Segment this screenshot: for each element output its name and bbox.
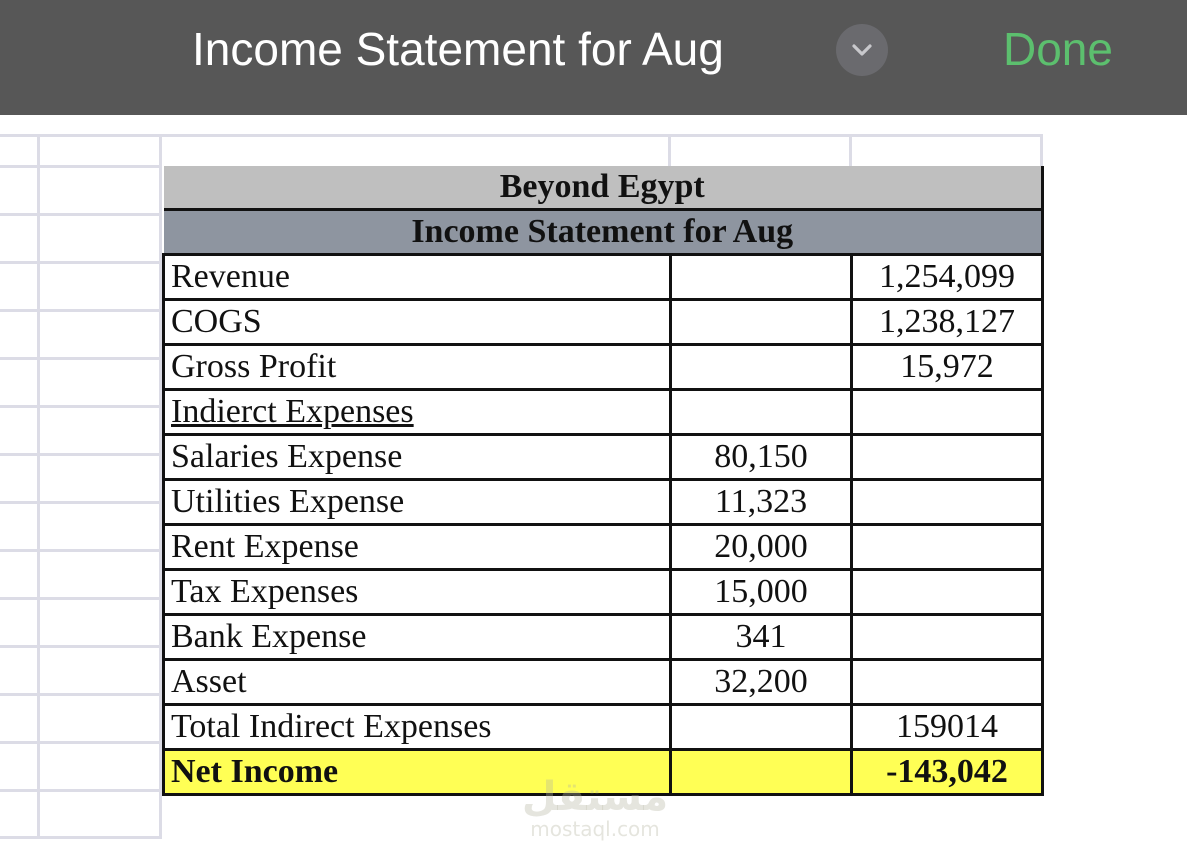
detail-amount-cell[interactable]: 15,000: [671, 570, 852, 615]
section-heading: Indierct Expenses: [171, 393, 414, 430]
detail-amount-cell[interactable]: 80,150: [671, 435, 852, 480]
detail-amount-cell[interactable]: 20,000: [671, 525, 852, 570]
sheet-dropdown-button[interactable]: [836, 24, 888, 76]
total-amount-cell[interactable]: 15,972: [852, 345, 1043, 390]
table-row-revenue: [164, 255, 1043, 300]
grid-line: [0, 501, 162, 504]
row-label[interactable]: Utilities Expense: [164, 480, 671, 525]
income-statement-table: [162, 166, 1044, 796]
total-amount-cell[interactable]: 1,254,099: [852, 255, 1043, 300]
total-amount-cell[interactable]: [852, 390, 1043, 435]
table-row-gross-profit: [164, 345, 1043, 390]
subtitle-header-row: [164, 210, 1043, 255]
detail-amount-cell[interactable]: [671, 345, 852, 390]
net-income-value[interactable]: -143,042: [852, 750, 1043, 795]
row-label[interactable]: Bank Expense: [164, 615, 671, 660]
grid-line: [37, 135, 40, 837]
total-amount-cell[interactable]: [852, 615, 1043, 660]
total-amount-cell[interactable]: 1,238,127: [852, 300, 1043, 345]
table-row-salaries: [164, 435, 1043, 480]
detail-amount-cell[interactable]: [671, 705, 852, 750]
row-label[interactable]: Salaries Expense: [164, 435, 671, 480]
table-row-asset: [164, 660, 1043, 705]
table-row-total-indirect: [164, 705, 1043, 750]
grid-line: [0, 165, 162, 168]
table-row-tax: [164, 570, 1043, 615]
detail-amount-cell[interactable]: 341: [671, 615, 852, 660]
grid-line: [0, 261, 162, 264]
grid-line: [0, 213, 162, 216]
table-row-utilities: [164, 480, 1043, 525]
row-label[interactable]: Total Indirect Expenses: [164, 705, 671, 750]
total-amount-cell[interactable]: [852, 480, 1043, 525]
row-label[interactable]: Gross Profit: [164, 345, 671, 390]
row-label[interactable]: Revenue: [164, 255, 671, 300]
grid-line: [0, 134, 1043, 137]
company-name-cell[interactable]: Beyond Egypt: [164, 166, 1043, 210]
table-row-rent: [164, 525, 1043, 570]
grid-line: [0, 645, 162, 648]
table-row-net-income: [164, 750, 1043, 795]
top-bar: [0, 0, 1187, 115]
grid-line: [0, 741, 162, 744]
grid-line: [0, 309, 162, 312]
grid-line: [0, 549, 162, 552]
total-amount-cell[interactable]: [852, 660, 1043, 705]
detail-amount-cell[interactable]: 11,323: [671, 480, 852, 525]
done-button[interactable]: Done: [1003, 23, 1113, 75]
sheet-title[interactable]: Income Statement for Aug: [192, 23, 724, 75]
grid-line: [0, 405, 162, 408]
detail-amount-cell[interactable]: 32,200: [671, 660, 852, 705]
grid-line: [1040, 135, 1043, 167]
total-amount-cell[interactable]: 159014: [852, 705, 1043, 750]
table-row-bank: [164, 615, 1043, 660]
grid-line: [668, 135, 671, 167]
detail-amount-cell[interactable]: [671, 390, 852, 435]
row-label[interactable]: [164, 390, 671, 435]
chevron-down-icon: [851, 43, 873, 57]
table-row-indirect-expenses-heading: [164, 390, 1043, 435]
grid-line: [849, 135, 852, 167]
detail-amount-cell[interactable]: [671, 750, 852, 795]
total-amount-cell[interactable]: [852, 570, 1043, 615]
row-label[interactable]: Rent Expense: [164, 525, 671, 570]
statement-title-cell[interactable]: Income Statement for Aug: [164, 210, 1043, 255]
table-row-cogs: [164, 300, 1043, 345]
grid-line: [0, 789, 162, 792]
row-label[interactable]: Tax Expenses: [164, 570, 671, 615]
row-label[interactable]: Net Income: [164, 750, 671, 795]
total-amount-cell[interactable]: [852, 435, 1043, 480]
row-label[interactable]: COGS: [164, 300, 671, 345]
total-amount-cell[interactable]: [852, 525, 1043, 570]
grid-line: [0, 836, 162, 839]
detail-amount-cell[interactable]: [671, 300, 852, 345]
company-header-row: [164, 166, 1043, 210]
detail-amount-cell[interactable]: [671, 255, 852, 300]
row-label[interactable]: Asset: [164, 660, 671, 705]
grid-line: [0, 597, 162, 600]
watermark-arabic: مستقل: [521, 774, 669, 820]
watermark-latin: mostaql.com: [530, 817, 660, 841]
grid-line: [0, 357, 162, 360]
grid-line: [0, 693, 162, 696]
grid-line: [0, 453, 162, 456]
